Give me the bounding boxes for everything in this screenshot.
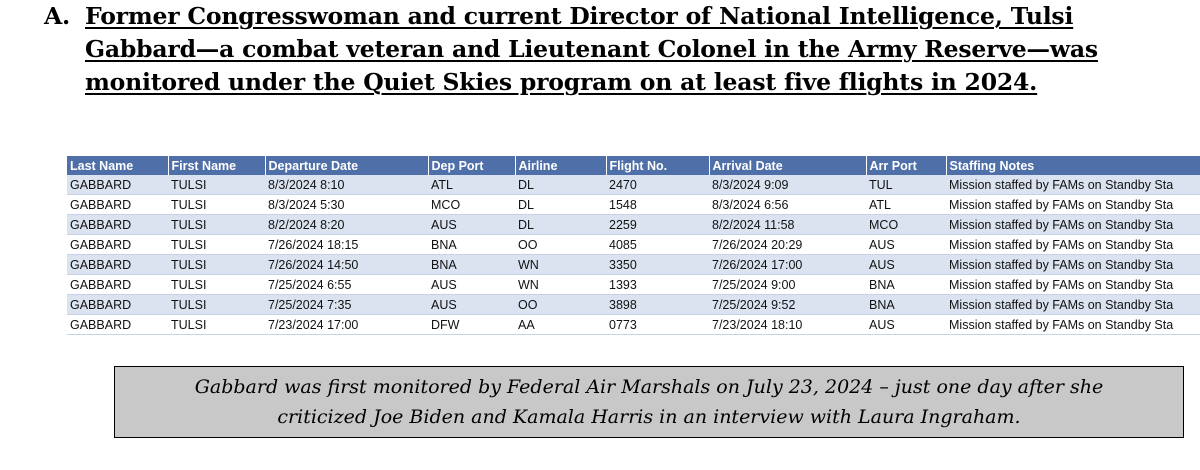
cell-dep-port: ATL — [428, 175, 515, 195]
cell-staffing-notes: Mission staffed by FAMs on Standby Sta — [946, 195, 1200, 215]
cell-first-name: TULSI — [168, 315, 265, 335]
cell-airline: DL — [515, 195, 606, 215]
cell-first-name: TULSI — [168, 235, 265, 255]
cell-departure-date: 7/23/2024 17:00 — [265, 315, 428, 335]
cell-arrival-date: 7/23/2024 18:10 — [709, 315, 866, 335]
column-header-last-name: Last Name — [67, 156, 168, 175]
column-header-airline: Airline — [515, 156, 606, 175]
cell-last-name: GABBARD — [67, 215, 168, 235]
cell-dep-port: AUS — [428, 215, 515, 235]
cell-flight-no: 1548 — [606, 195, 709, 215]
cell-departure-date: 7/25/2024 7:35 — [265, 295, 428, 315]
cell-first-name: TULSI — [168, 295, 265, 315]
column-header-dep-port: Dep Port — [428, 156, 515, 175]
cell-departure-date: 8/3/2024 8:10 — [265, 175, 428, 195]
column-header-arrival-date: Arrival Date — [709, 156, 866, 175]
table-header-row — [67, 156, 1200, 175]
cell-last-name: GABBARD — [67, 175, 168, 195]
table-row — [67, 175, 1200, 195]
cell-flight-no: 2470 — [606, 175, 709, 195]
cell-flight-no: 4085 — [606, 235, 709, 255]
cell-staffing-notes: Mission staffed by FAMs on Standby Sta — [946, 275, 1200, 295]
caption-box — [114, 366, 1184, 438]
cell-staffing-notes: Mission staffed by FAMs on Standby Sta — [946, 235, 1200, 255]
cell-arrival-date: 7/26/2024 17:00 — [709, 255, 866, 275]
cell-flight-no: 2259 — [606, 215, 709, 235]
cell-flight-no: 1393 — [606, 275, 709, 295]
cell-flight-no: 3898 — [606, 295, 709, 315]
section-heading — [44, 0, 1194, 99]
cell-arr-port: AUS — [866, 255, 946, 275]
cell-departure-date: 8/3/2024 5:30 — [265, 195, 428, 215]
caption-line: Gabbard was first monitored by Federal Air Marshals on July 23, 2024 – just one day after she — [194, 376, 1104, 398]
heading-line: Gabbard—a combat veteran and Lieutenant Colonel in the Army Reserve—was — [85, 35, 1098, 63]
column-header-flight-no: Flight No. — [606, 156, 709, 175]
cell-airline: OO — [515, 295, 606, 315]
table-row — [67, 315, 1200, 335]
heading-line: monitored under the Quiet Skies program on at least five flights in 2024. — [85, 68, 1038, 96]
cell-first-name: TULSI — [168, 215, 265, 235]
cell-dep-port: BNA — [428, 235, 515, 255]
column-header-arr-port: Arr Port — [866, 156, 946, 175]
flight-table — [67, 156, 1200, 335]
cell-airline: DL — [515, 215, 606, 235]
cell-arrival-date: 8/2/2024 11:58 — [709, 215, 866, 235]
cell-airline: AA — [515, 315, 606, 335]
column-header-first-name: First Name — [168, 156, 265, 175]
cell-arrival-date: 8/3/2024 6:56 — [709, 195, 866, 215]
cell-arr-port: TUL — [866, 175, 946, 195]
cell-arrival-date: 7/26/2024 20:29 — [709, 235, 866, 255]
column-header-departure-date: Departure Date — [265, 156, 428, 175]
cell-dep-port: MCO — [428, 195, 515, 215]
cell-staffing-notes: Mission staffed by FAMs on Standby Sta — [946, 295, 1200, 315]
cell-airline: DL — [515, 175, 606, 195]
cell-airline: OO — [515, 235, 606, 255]
section-heading-text — [85, 0, 1194, 99]
cell-dep-port: BNA — [428, 255, 515, 275]
cell-last-name: GABBARD — [67, 235, 168, 255]
cell-arr-port: BNA — [866, 275, 946, 295]
cell-staffing-notes: Mission staffed by FAMs on Standby Sta — [946, 175, 1200, 195]
cell-arrival-date: 7/25/2024 9:52 — [709, 295, 866, 315]
cell-departure-date: 8/2/2024 8:20 — [265, 215, 428, 235]
table-row — [67, 255, 1200, 275]
table-body — [67, 175, 1200, 335]
cell-last-name: GABBARD — [67, 255, 168, 275]
cell-airline: WN — [515, 275, 606, 295]
cell-staffing-notes: Mission staffed by FAMs on Standby Sta — [946, 215, 1200, 235]
cell-last-name: GABBARD — [67, 275, 168, 295]
cell-first-name: TULSI — [168, 175, 265, 195]
cell-last-name: GABBARD — [67, 195, 168, 215]
flight-table-container — [67, 156, 1200, 344]
cell-arr-port: ATL — [866, 195, 946, 215]
section-marker: A. — [44, 2, 71, 30]
table-row — [67, 295, 1200, 315]
cell-first-name: TULSI — [168, 275, 265, 295]
cell-staffing-notes: Mission staffed by FAMs on Standby Sta — [946, 315, 1200, 335]
table-row — [67, 275, 1200, 295]
caption-line: criticized Joe Biden and Kamala Harris in an interview with Laura Ingraham. — [277, 406, 1021, 428]
column-header-staffing-notes: Staffing Notes — [946, 156, 1200, 175]
cell-departure-date: 7/26/2024 14:50 — [265, 255, 428, 275]
heading-line: Former Congresswoman and current Director of National Intelligence, Tulsi — [85, 2, 1074, 30]
cell-arr-port: AUS — [866, 315, 946, 335]
cell-arr-port: AUS — [866, 235, 946, 255]
cell-last-name: GABBARD — [67, 315, 168, 335]
cell-first-name: TULSI — [168, 255, 265, 275]
cell-dep-port: DFW — [428, 315, 515, 335]
table-row — [67, 195, 1200, 215]
cell-dep-port: AUS — [428, 275, 515, 295]
cell-departure-date: 7/26/2024 18:15 — [265, 235, 428, 255]
cell-flight-no: 0773 — [606, 315, 709, 335]
cell-staffing-notes: Mission staffed by FAMs on Standby Sta — [946, 255, 1200, 275]
cell-arr-port: MCO — [866, 215, 946, 235]
table-row — [67, 215, 1200, 235]
cell-last-name: GABBARD — [67, 295, 168, 315]
cell-departure-date: 7/25/2024 6:55 — [265, 275, 428, 295]
cell-first-name: TULSI — [168, 195, 265, 215]
cell-dep-port: AUS — [428, 295, 515, 315]
cell-arrival-date: 7/25/2024 9:00 — [709, 275, 866, 295]
table-row — [67, 235, 1200, 255]
cell-arrival-date: 8/3/2024 9:09 — [709, 175, 866, 195]
cell-arr-port: BNA — [866, 295, 946, 315]
cell-flight-no: 3350 — [606, 255, 709, 275]
cell-airline: WN — [515, 255, 606, 275]
